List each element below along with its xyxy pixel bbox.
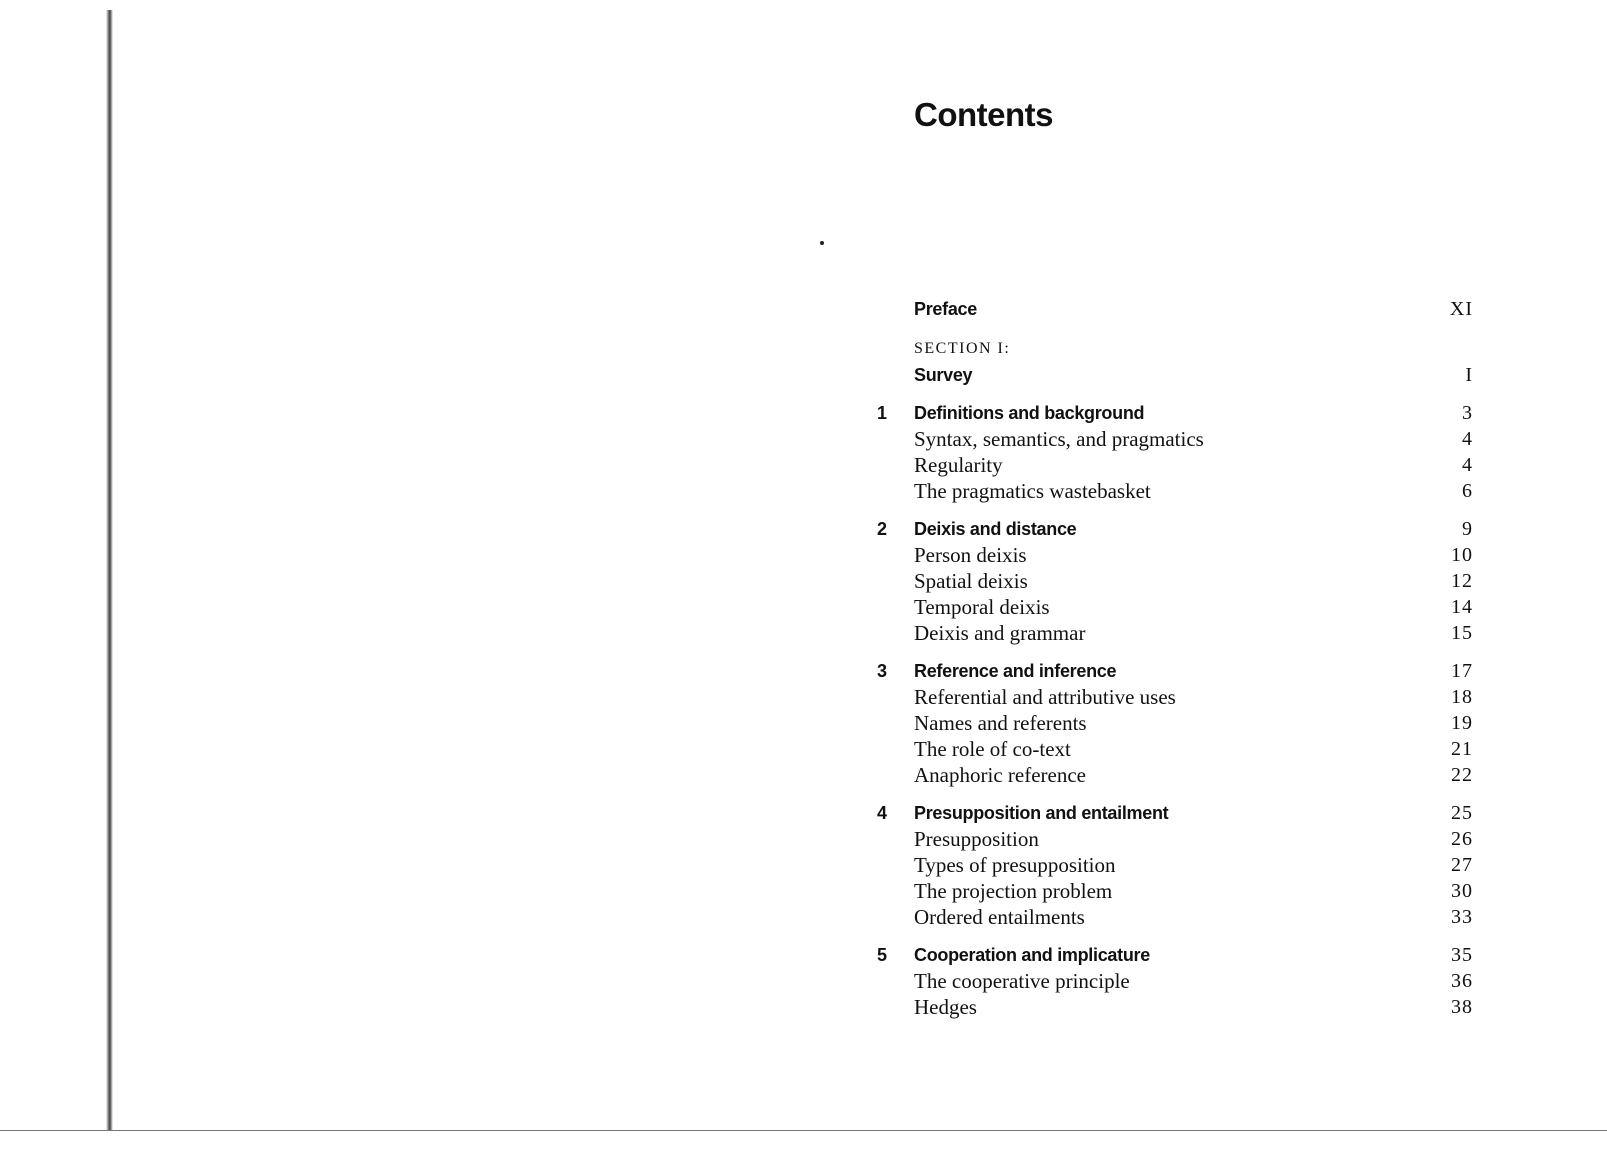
chapter-number: 4: [877, 803, 888, 823]
toc-entry-label: The role of co-text: [914, 737, 1071, 761]
chapter-title: Definitions and background: [914, 403, 1145, 423]
toc-entry[interactable]: [877, 968, 1473, 994]
toc-entry-page: 21: [1451, 738, 1473, 760]
page-title: Contents: [914, 96, 1053, 133]
section-title: Survey: [914, 365, 973, 385]
chapter-page: 17: [1451, 660, 1473, 682]
chapter-title: Deixis and distance: [914, 519, 1077, 539]
toc-entry-label: Anaphoric reference: [914, 763, 1086, 787]
chapter-number: 5: [877, 945, 888, 965]
toc-entry[interactable]: [877, 594, 1473, 620]
toc-entry[interactable]: [877, 426, 1473, 452]
scan-edge: [0, 1130, 1607, 1131]
toc-entry-label: The projection problem: [914, 879, 1113, 903]
toc-entry[interactable]: [877, 478, 1473, 504]
scan-speck: [820, 241, 824, 245]
toc-entry-page: 33: [1451, 906, 1473, 928]
chapter-group: [877, 516, 1473, 646]
toc-entry[interactable]: [877, 684, 1473, 710]
toc-entry-label: Deixis and grammar: [914, 621, 1086, 645]
toc-entry[interactable]: [877, 296, 1473, 322]
toc-entry-label: The cooperative principle: [914, 969, 1130, 993]
toc-entry-page: 22: [1451, 764, 1473, 786]
toc-entry[interactable]: [877, 826, 1473, 852]
toc-entry-page: 4: [1462, 428, 1473, 450]
chapter-group: [877, 942, 1473, 1020]
chapter-number: 3: [877, 661, 888, 681]
toc-entry[interactable]: [877, 710, 1473, 736]
toc-entry-page: 36: [1451, 970, 1473, 992]
chapter-group: [877, 658, 1473, 788]
toc-entry-page: 27: [1451, 854, 1473, 876]
toc-entry[interactable]: [877, 620, 1473, 646]
toc-entry-label: Presupposition: [914, 827, 1039, 851]
section-label-row: [877, 336, 1473, 362]
chapter-heading[interactable]: [877, 400, 1473, 426]
toc-entry-label: Regularity: [914, 453, 1003, 477]
toc-entry-label: Referential and attributive uses: [914, 685, 1176, 709]
toc-entry-page: 10: [1451, 544, 1473, 566]
toc-entry-page: 30: [1451, 880, 1473, 902]
toc-entry-page: 12: [1451, 570, 1473, 592]
toc-entry-label: Person deixis: [914, 543, 1027, 567]
chapter-page: 3: [1462, 402, 1473, 424]
toc-entry[interactable]: [877, 904, 1473, 930]
chapter-page: 9: [1462, 518, 1473, 540]
contents-page: [877, 92, 1473, 1019]
book-spine-shadow: [106, 10, 113, 1130]
chapter-list: [877, 400, 1473, 1020]
toc-entry-label: Syntax, semantics, and pragmatics: [914, 427, 1204, 451]
toc-entry-page: 14: [1451, 596, 1473, 618]
chapter-title: Cooperation and implicature: [914, 945, 1150, 965]
toc-entry-page: 4: [1462, 454, 1473, 476]
chapter-title: Presupposition and entailment: [914, 803, 1169, 823]
toc-entry-label: The pragmatics wastebasket: [914, 479, 1151, 503]
toc-entry-page: 19: [1451, 712, 1473, 734]
toc-entry-label: Preface: [914, 299, 977, 319]
toc-entry-page: 18: [1451, 686, 1473, 708]
toc-entry-label: Ordered entailments: [914, 905, 1085, 929]
toc-entry[interactable]: [877, 736, 1473, 762]
toc-entry[interactable]: [877, 452, 1473, 478]
chapter-title: Reference and inference: [914, 661, 1117, 681]
chapter-heading[interactable]: [877, 658, 1473, 684]
toc-entry[interactable]: [877, 362, 1473, 388]
section-label: SECTION I:: [914, 340, 1011, 357]
chapter-heading[interactable]: [877, 942, 1473, 968]
toc-entry-page: I: [1465, 364, 1473, 386]
toc-entry-label: Spatial deixis: [914, 569, 1028, 593]
chapter-group: [877, 800, 1473, 930]
toc-entry-page: 26: [1451, 828, 1473, 850]
toc-entry[interactable]: [877, 878, 1473, 904]
chapter-page: 25: [1451, 802, 1473, 824]
chapter-group: [877, 400, 1473, 504]
toc-entry-page: 6: [1462, 480, 1473, 502]
toc-entry[interactable]: [877, 568, 1473, 594]
toc-entry-page: 38: [1451, 996, 1473, 1018]
chapter-number: 2: [877, 519, 888, 539]
toc-entry-label: Types of presupposition: [914, 853, 1116, 877]
chapter-page: 35: [1451, 944, 1473, 966]
toc-entry[interactable]: [877, 762, 1473, 788]
toc-entry-page: 15: [1451, 622, 1473, 644]
chapter-number: 1: [877, 403, 888, 423]
chapter-heading[interactable]: [877, 800, 1473, 826]
toc-entry-label: Names and referents: [914, 711, 1087, 735]
toc-section: [877, 336, 1473, 388]
toc: [877, 296, 1473, 1032]
toc-entry-page: XI: [1449, 298, 1473, 320]
toc-entry-label: Hedges: [914, 995, 977, 1019]
chapter-heading[interactable]: [877, 516, 1473, 542]
toc-preface: [877, 296, 1473, 322]
toc-entry[interactable]: [877, 994, 1473, 1020]
toc-entry[interactable]: [877, 542, 1473, 568]
toc-entry-label: Temporal deixis: [914, 595, 1050, 619]
toc-entry[interactable]: [877, 852, 1473, 878]
